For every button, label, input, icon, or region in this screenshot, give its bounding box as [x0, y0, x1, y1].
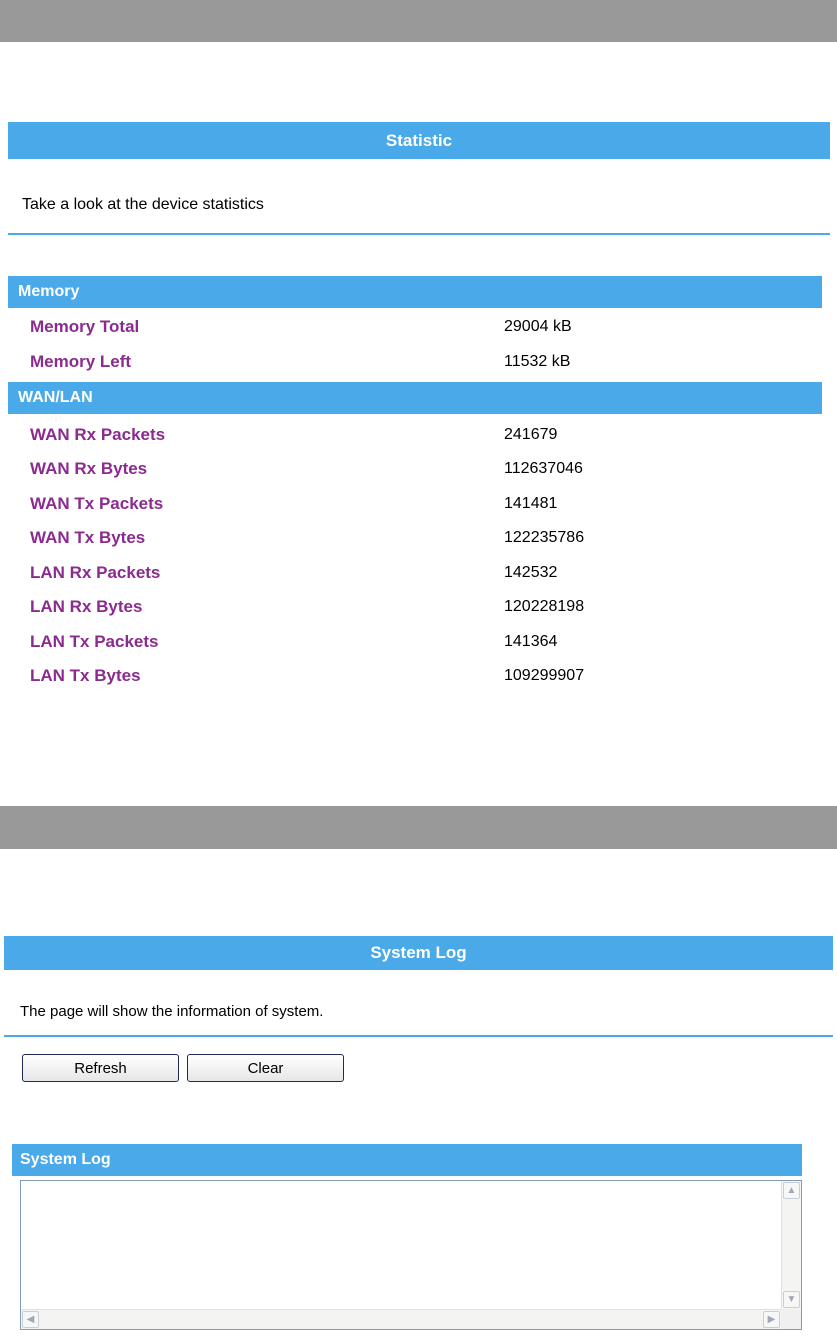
stat-label: LAN Tx Bytes — [30, 666, 141, 685]
stat-row-wan-tx-packets — [8, 487, 824, 521]
stat-value: 29004 kB — [504, 318, 572, 335]
stat-row-memory-total — [8, 310, 824, 344]
system-log-header: System Log — [12, 1144, 802, 1176]
stat-label: LAN Rx Bytes — [30, 597, 143, 616]
stat-label: WAN Rx Bytes — [30, 459, 148, 478]
stat-label: WAN Tx Packets — [30, 494, 164, 513]
statistic-title-bar — [8, 122, 830, 159]
stat-value: 109299907 — [504, 667, 585, 684]
system-log-divider — [4, 1035, 833, 1037]
top-gray-bar — [0, 0, 837, 42]
stat-row-memory-left — [8, 345, 824, 379]
refresh-button[interactable]: Refresh — [22, 1054, 179, 1082]
stat-row-wan-tx-bytes — [8, 521, 824, 555]
system-log-title-bar — [4, 936, 833, 970]
stat-value: 120228198 — [504, 598, 585, 615]
vertical-scrollbar[interactable] — [781, 1181, 801, 1309]
horizontal-scrollbar[interactable] — [21, 1309, 781, 1329]
system-log-description: The page will show the information of system. — [20, 1003, 324, 1020]
stat-value: 141364 — [504, 633, 558, 650]
system-log-textarea[interactable] — [21, 1181, 781, 1309]
stat-row-lan-tx-packets — [8, 625, 824, 659]
scroll-up-icon[interactable]: ▲ — [783, 1182, 800, 1199]
stat-row-lan-rx-bytes — [8, 590, 824, 624]
clear-button[interactable]: Clear — [187, 1054, 344, 1082]
stat-label: Memory Left — [30, 352, 132, 371]
stat-value: 11532 kB — [504, 353, 571, 370]
system-log-title: System Log — [370, 943, 467, 962]
statistic-description: Take a look at the device statistics — [22, 196, 264, 213]
middle-gray-bar — [0, 806, 837, 849]
stat-label: WAN Tx Bytes — [30, 528, 146, 547]
system-log-box — [20, 1180, 802, 1330]
stat-value: 112637046 — [504, 460, 583, 477]
stat-row-lan-tx-bytes — [8, 659, 824, 693]
memory-section-header: Memory — [8, 276, 822, 308]
statistic-title: Statistic — [385, 130, 453, 150]
scroll-right-icon[interactable]: ▶ — [763, 1311, 780, 1328]
statistic-divider — [8, 233, 830, 235]
scroll-down-icon[interactable]: ▼ — [783, 1291, 800, 1308]
stat-value: 122235786 — [504, 529, 585, 546]
stat-label: LAN Tx Packets — [30, 632, 159, 651]
stat-label: LAN Rx Packets — [30, 563, 161, 582]
stat-label: WAN Rx Packets — [30, 425, 166, 444]
stat-label: Memory Total — [30, 317, 140, 336]
scrollbar-corner — [781, 1309, 801, 1329]
stat-value: 142532 — [504, 564, 558, 581]
stat-row-lan-rx-packets — [8, 556, 824, 590]
stat-value: 141481 — [504, 495, 558, 512]
stat-row-wan-rx-packets — [8, 418, 824, 452]
wan-lan-section-header: WAN/LAN — [8, 382, 822, 414]
stat-value: 241679 — [504, 426, 558, 443]
scroll-left-icon[interactable]: ◀ — [22, 1311, 39, 1328]
stat-row-wan-rx-bytes — [8, 452, 824, 486]
